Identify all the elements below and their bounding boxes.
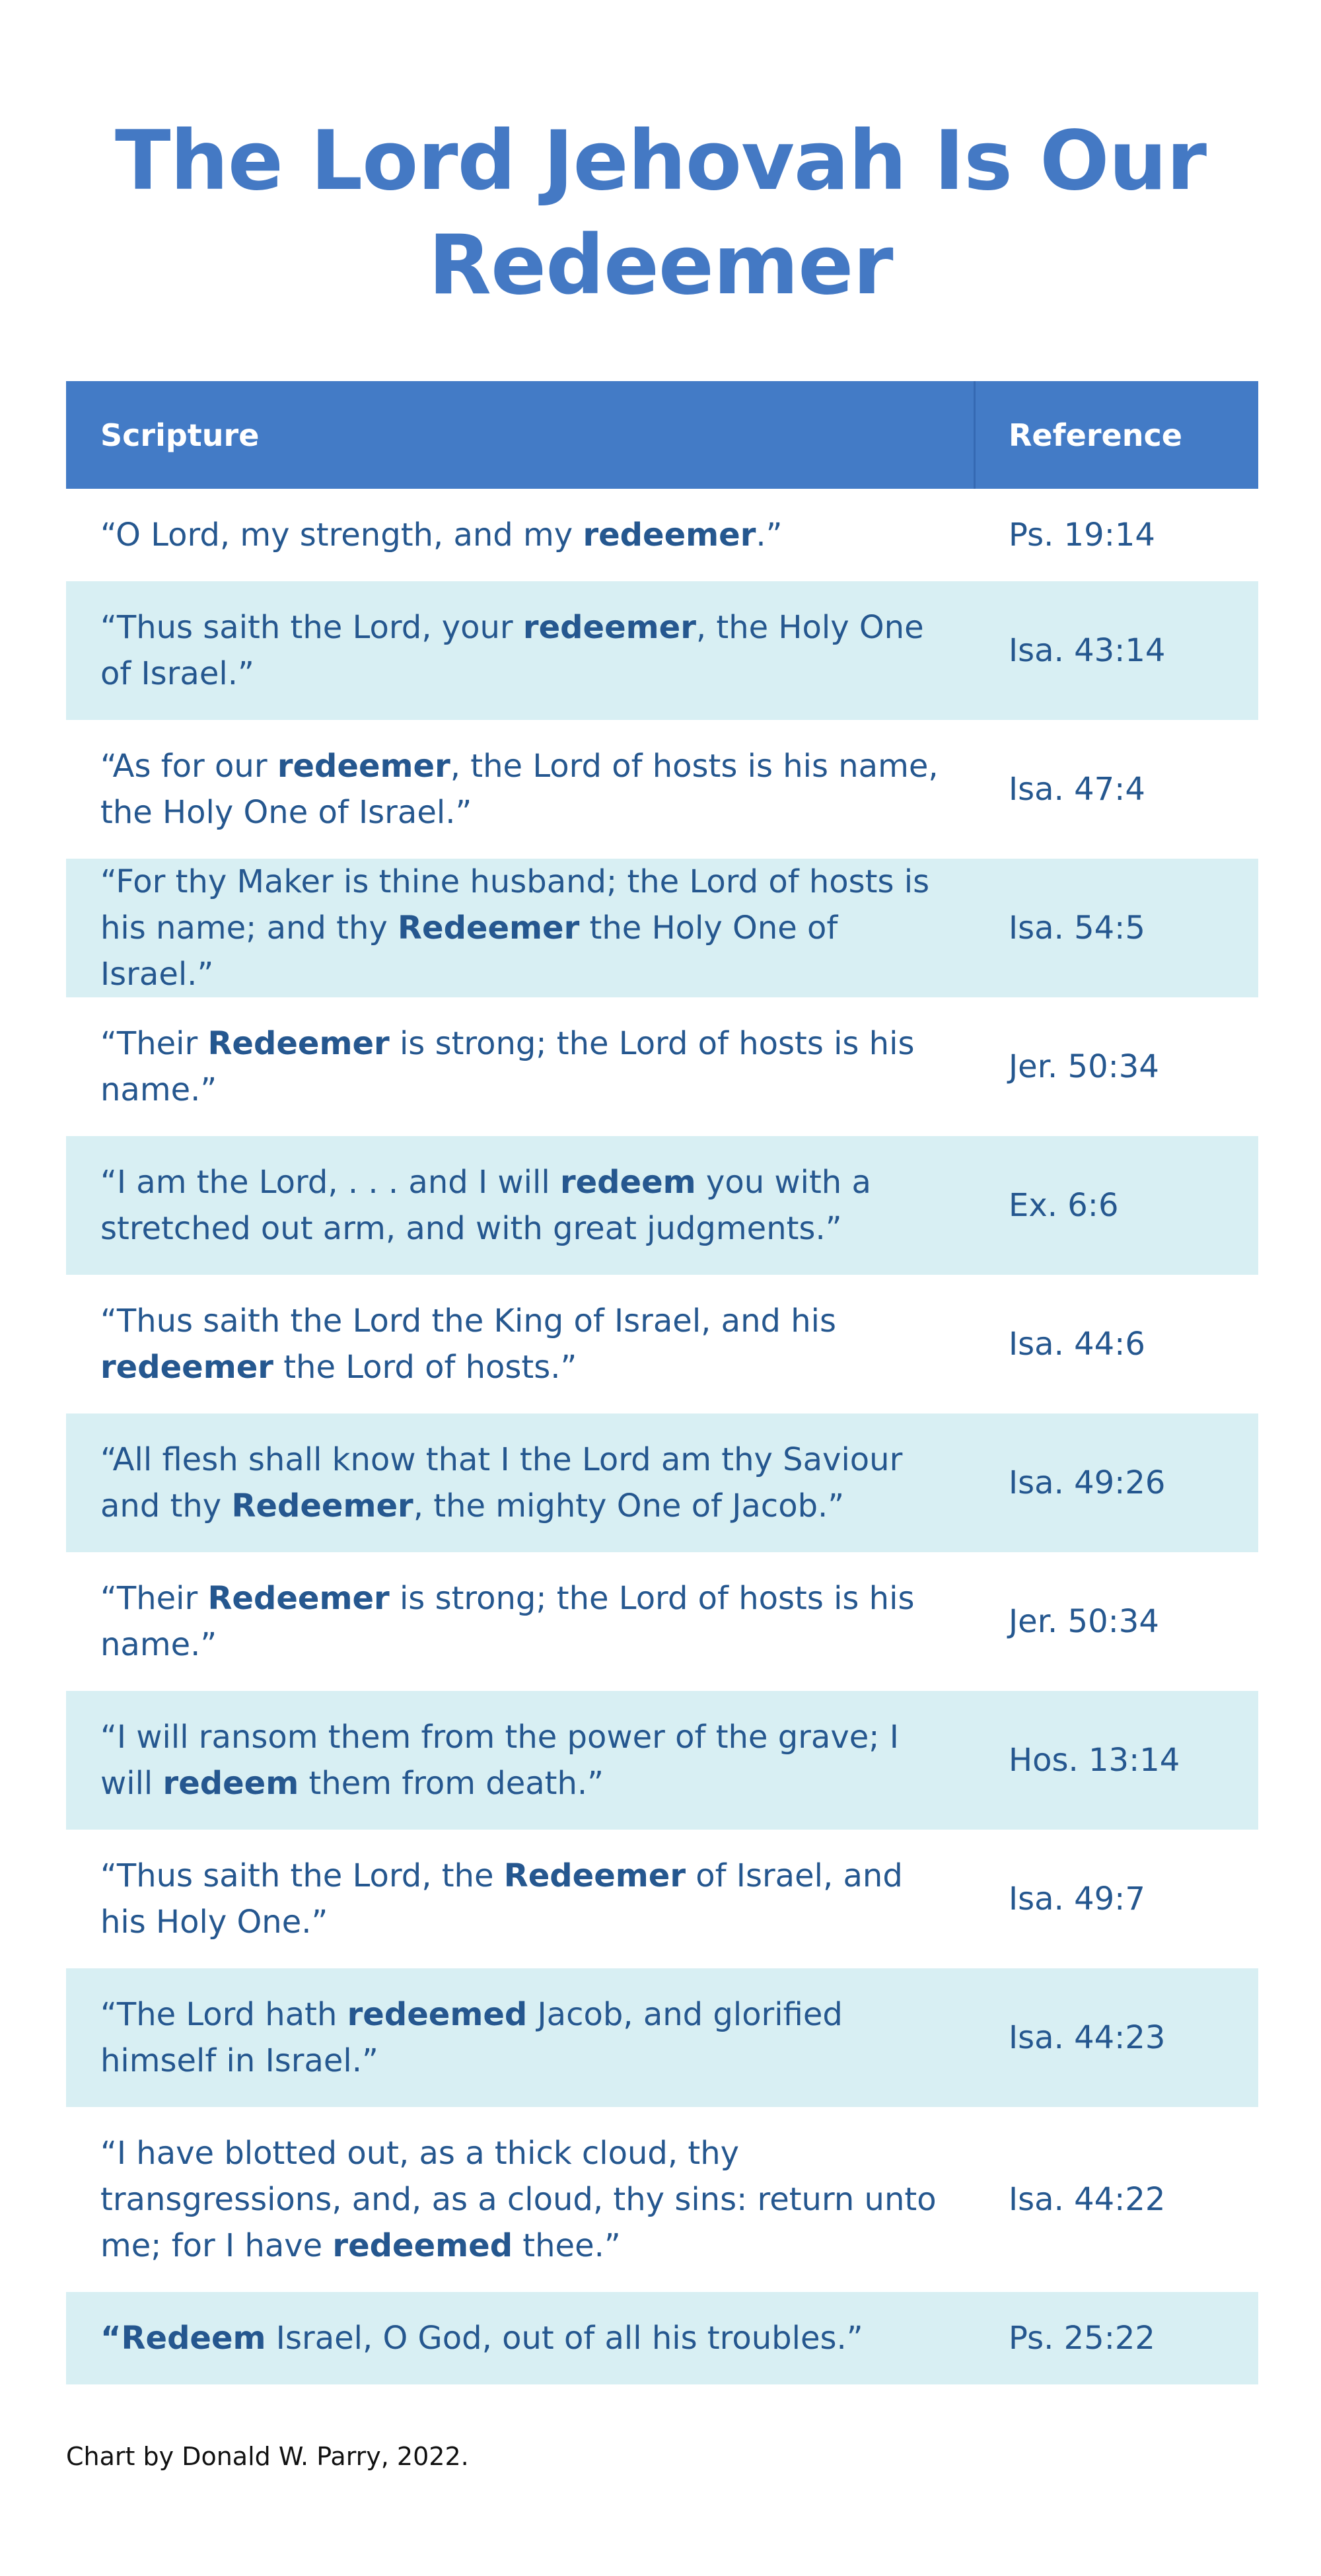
scripture-cell — [66, 2130, 976, 2269]
reference-cell: Isa. 49:7 — [1009, 1880, 1145, 1917]
scripture-text: .” — [756, 517, 783, 554]
scripture-text: “I am the Lord, . . . and I will — [100, 1164, 560, 1201]
scripture-text: is strong; the Lord of hosts is his name.” — [100, 1580, 915, 1663]
scripture-text: Israel, O God, out of all his troubles.” — [266, 2320, 863, 2357]
scripture-text: , the Holy One of Israel.” — [100, 609, 924, 692]
scripture-text: “For thy Maker is thine husband; the Lord of hosts is his name; and thy — [100, 863, 930, 947]
table-row — [66, 1830, 1258, 1968]
emphasized-word: redeemer — [583, 517, 756, 554]
chart-credit: Chart by Donald W. Parry, 2022. — [66, 2442, 469, 2471]
emphasized-word: redeem — [559, 1164, 696, 1201]
scripture-cell — [66, 859, 976, 997]
scripture-cell — [66, 1853, 976, 1945]
emphasized-word: Redeemer — [503, 1857, 686, 1894]
emphasized-word: redeemer — [100, 1349, 273, 1386]
reference-cell: Ex. 6:6 — [1009, 1187, 1119, 1224]
emphasized-word: “Redeem — [100, 2320, 266, 2357]
page-title: The Lord Jehovah Is Our Redeemer — [114, 114, 1207, 313]
emphasized-word: redeemed — [332, 2227, 513, 2264]
scripture-text: the Holy One of Israel.” — [100, 910, 838, 993]
table-row — [66, 1275, 1258, 1413]
table-row — [66, 1136, 1258, 1275]
header-reference: Reference — [1009, 417, 1182, 453]
table-row — [66, 1691, 1258, 1830]
scripture-cell — [66, 1575, 976, 1668]
emphasized-word: redeem — [162, 1765, 299, 1802]
scripture-text: you with a stretched out arm, and with great judgments.” — [100, 1164, 871, 1247]
reference-cell: Isa. 54:5 — [1009, 910, 1145, 947]
scripture-text: “The Lord hath — [100, 1996, 347, 2033]
table-body — [66, 489, 1258, 2384]
scripture-cell — [66, 1437, 976, 1529]
table-row — [66, 997, 1258, 1136]
emphasized-word: Redeemer — [207, 1580, 390, 1617]
scripture-cell — [66, 604, 976, 697]
table-row — [66, 489, 1258, 581]
emphasized-word: Redeemer — [398, 910, 580, 947]
reference-cell: Isa. 44:23 — [1009, 2019, 1166, 2056]
table-row — [66, 2107, 1258, 2292]
scripture-text: “I will ransom them from the power of the grave; I will — [100, 1719, 899, 1802]
scripture-text: is strong; the Lord of hosts is his name.” — [100, 1025, 915, 1108]
reference-cell: Ps. 25:22 — [1009, 2320, 1155, 2357]
scripture-text: , the Lord of hosts is his name, the Holy One of Israel.” — [100, 748, 939, 831]
scripture-cell — [66, 743, 976, 836]
emphasized-word: redeemer — [522, 609, 696, 646]
table-row — [66, 1413, 1258, 1552]
scripture-text: “Their — [100, 1580, 208, 1617]
scripture-text: Jacob, and glorified himself in Israel.” — [100, 1996, 843, 2079]
reference-cell: Isa. 43:14 — [1009, 632, 1166, 669]
reference-cell: Jer. 50:34 — [1009, 1603, 1159, 1640]
scripture-text: , the mighty One of Jacob.” — [413, 1487, 845, 1524]
scripture-text: “All flesh shall know that I the Lord am thy Saviour and thy — [100, 1441, 903, 1524]
scripture-text: them from death.” — [299, 1765, 604, 1802]
reference-cell: Isa. 44:22 — [1009, 2181, 1166, 2218]
emphasized-word: Redeemer — [207, 1025, 390, 1062]
emphasized-word: Redeemer — [231, 1487, 413, 1524]
scripture-cell — [66, 1991, 976, 2084]
scripture-text: “O Lord, my strength, and my — [100, 517, 583, 554]
scripture-cell — [66, 1714, 976, 1807]
table-row — [66, 1968, 1258, 2107]
table-header-row — [66, 381, 1258, 489]
scripture-text: the Lord of hosts.” — [273, 1349, 577, 1386]
scripture-text: “Thus saith the Lord, the — [100, 1857, 504, 1894]
scripture-text: “I have blotted out, as a thick cloud, thy transgressions, and, as a cloud, thy sins: return unto me; for I have — [100, 2135, 937, 2264]
header-scripture: Scripture — [66, 381, 976, 489]
table-row — [66, 720, 1258, 859]
scripture-text: “Their — [100, 1025, 208, 1062]
table-row — [66, 1552, 1258, 1691]
emphasized-word: redeemer — [277, 748, 450, 785]
emphasized-word: redeemed — [347, 1996, 528, 2033]
reference-cell: Isa. 49:26 — [1009, 1464, 1166, 1501]
reference-cell: Isa. 47:4 — [1009, 771, 1145, 808]
scripture-cell — [66, 512, 976, 558]
reference-cell: Isa. 44:6 — [1009, 1326, 1145, 1363]
scripture-cell — [66, 1020, 976, 1113]
table-row — [66, 2292, 1258, 2384]
scripture-cell — [66, 2315, 976, 2361]
scripture-text: “As for our — [100, 748, 277, 785]
table-row — [66, 859, 1258, 997]
reference-cell: Jer. 50:34 — [1009, 1048, 1159, 1085]
scripture-text: “Thus saith the Lord, your — [100, 609, 523, 646]
scripture-cell — [66, 1298, 976, 1390]
table-row — [66, 581, 1258, 720]
reference-cell: Hos. 13:14 — [1009, 1742, 1180, 1779]
scripture-table — [66, 381, 1258, 2384]
scripture-cell — [66, 1159, 976, 1252]
reference-cell: Ps. 19:14 — [1009, 517, 1155, 554]
scripture-text: “Thus saith the Lord the King of Israel, and his — [100, 1303, 837, 1340]
scripture-text: of Israel, and his Holy One.” — [100, 1857, 903, 1941]
scripture-text: thee.” — [513, 2227, 621, 2264]
